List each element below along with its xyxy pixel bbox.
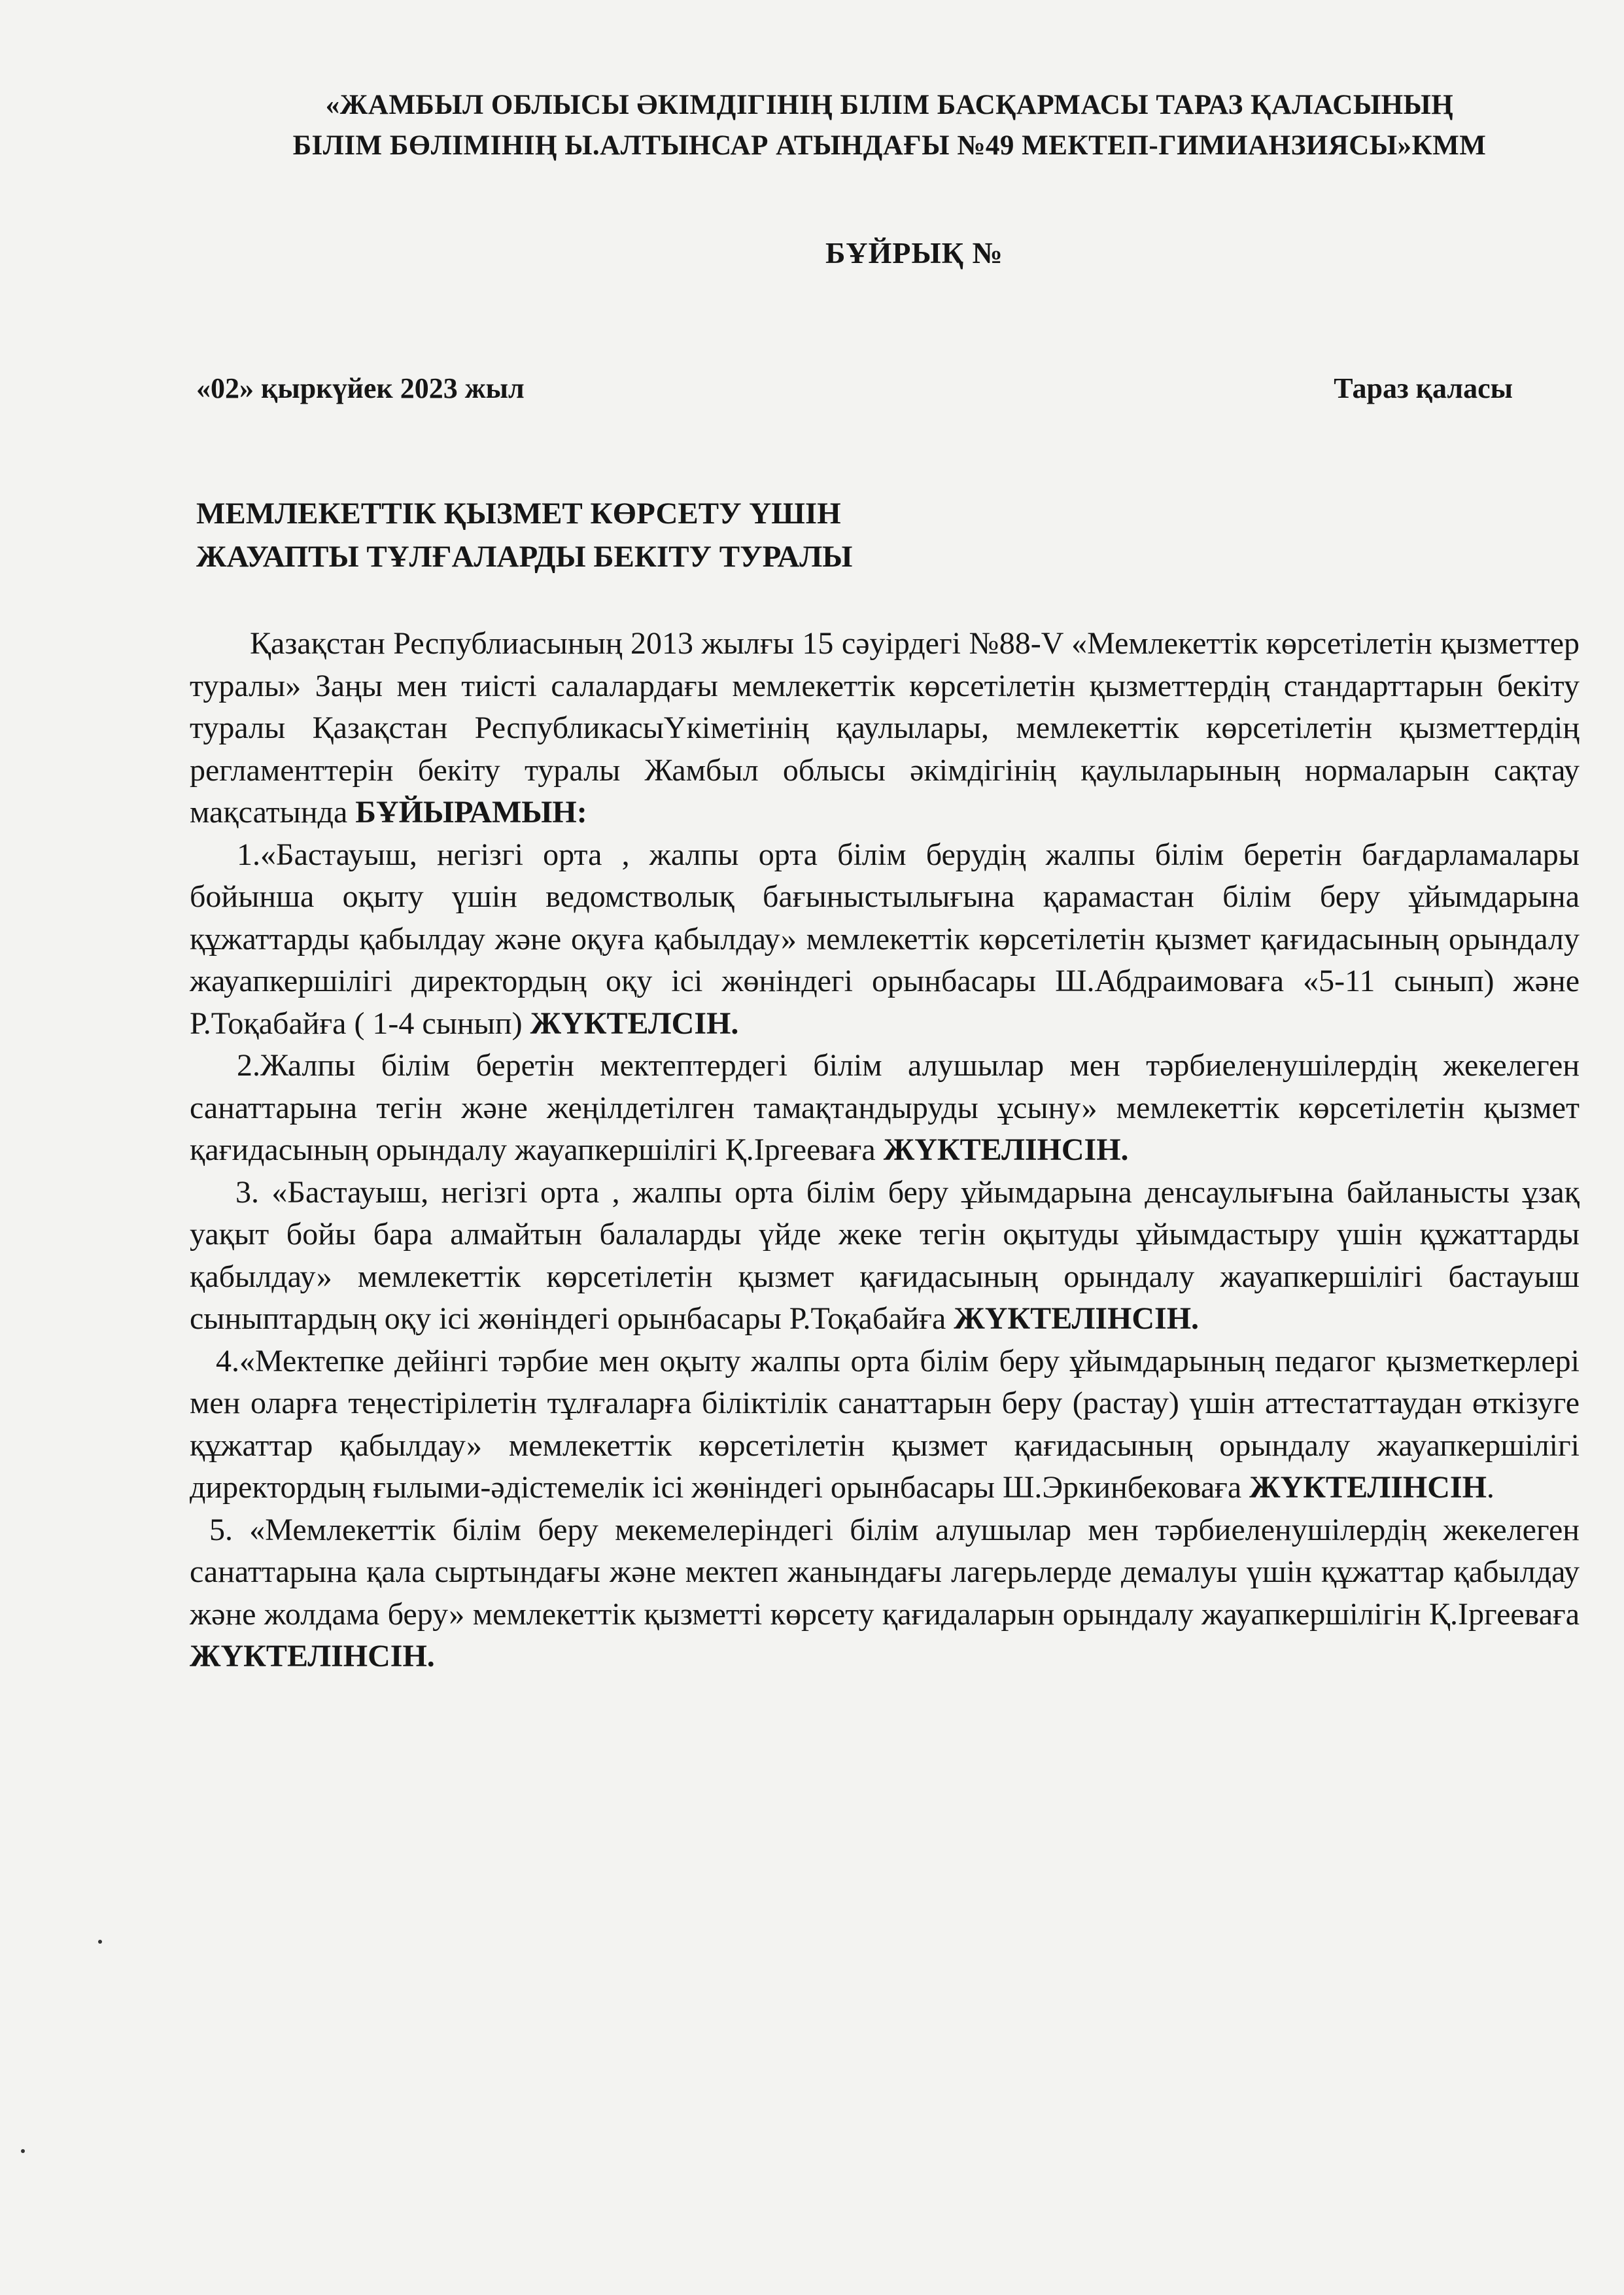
intro-command: БҰЙЫРАМЫН: bbox=[355, 795, 587, 830]
order-item-1 bbox=[190, 834, 1580, 1045]
intro-paragraph bbox=[190, 623, 1580, 834]
scan-speck bbox=[98, 1940, 102, 1944]
order-item-2-command: ЖҮКТЕЛІНСІН. bbox=[883, 1132, 1129, 1167]
order-item-5 bbox=[190, 1509, 1580, 1678]
organization-header bbox=[190, 85, 1589, 166]
order-item-3-command: ЖҮКТЕЛІНСІН. bbox=[954, 1301, 1200, 1336]
document-title bbox=[196, 492, 852, 578]
order-item-1-command: ЖҮКТЕЛСІН. bbox=[530, 1006, 739, 1041]
order-city: Тараз қаласы bbox=[1334, 372, 1513, 404]
title-line-2: ЖАУАПТЫ ТҰЛҒАЛАРДЫ БЕКІТУ ТУРАЛЫ bbox=[196, 540, 853, 574]
order-item-4 bbox=[190, 1340, 1580, 1509]
order-item-5-text: 5. «Мемлекеттік білім беру мекемелеріндегі білім алушылар мен тәрбиеленушілердің жекелеген санаттарына қала сыртындағы және мектеп жанындағы лагерьлерде демалуы үшін құжаттар қабылдау және жолдама беру» мемлекеттік қызметті көрсету қағидаларын орындалу жауапкершілігін Қ.Іргееваға bbox=[190, 1512, 1580, 1632]
order-item-3 bbox=[190, 1172, 1580, 1340]
order-item-2 bbox=[190, 1045, 1580, 1172]
scan-speck bbox=[21, 2149, 25, 2153]
order-item-1-text: 1.«Бастауыш, негізгі орта , жалпы орта білім берудің жалпы білім беретін бағдарламалары бойынша оқыту үшін ведомстволық бағыныстылығына қарамастан білім беру ұйымдарына құжаттарды қабылдау және оқуға қабылдау» мемлекеттік көрсетілетін қызмет қағидасының орындалу жауапкершілігі директордың оқу ісі жөніндегі орынбасары Ш.Абдраимоваға «5-11 сынып) және Р.Тоқабайға ( 1-4 сынып) bbox=[190, 837, 1580, 1041]
order-number-label: БҰЙРЫҚ № bbox=[825, 236, 1003, 270]
order-date: «02» қыркүйек 2023 жыл bbox=[196, 372, 525, 404]
organization-line-1: «ЖАМБЫЛ ОБЛЫСЫ ӘКІМДІГІНІҢ БІЛІМ БАСҚАРМАСЫ ТАРАЗ ҚАЛАСЫНЫҢ bbox=[325, 90, 1454, 120]
order-item-4-text: 4.«Мектепке дейінгі тәрбие мен оқыту жалпы орта білім беру ұйымдарының педагог қызметкерлері мен оларға теңестірілетін тұлғаларға біліктілік санаттарын беру (растау) үшін аттестаттаудан өткізуге құжаттар қабылдау» мемлекеттік көрсетілетін қызмет қағидасының орындалу жауапкершілігі директордың ғылыми-әдістемелік ісі жөніндегі орынбасары Ш.Эркинбековаға bbox=[190, 1343, 1580, 1505]
order-item-5-command: ЖҮКТЕЛІНСІН. bbox=[190, 1639, 435, 1673]
intro-text: Қазақстан Республиасының 2013 жылғы 15 сәуірдегі №88-V «Мемлекеттік көрсетілетін қызметтер туралы» Заңы мен тиісті салалардағы мемлекеттік көрсетілетін қызметтердің стандарттарын бекіту туралы Қазақстан РеспубликасыҮкіметінің қаулылары, мемлекеттік көрсетілетін қызметтердің регламенттерін бекіту туралы Жамбыл облысы әкімдігінің қаулыларының нормаларын сақтау мақсатында bbox=[190, 626, 1580, 830]
title-line-1: МЕМЛЕКЕТТІК ҚЫЗМЕТ КӨРСЕТУ ҮШІН bbox=[196, 497, 841, 531]
order-item-4-tail: . bbox=[1486, 1470, 1494, 1505]
order-item-3-text: 3. «Бастауыш, негізгі орта , жалпы орта білім беру ұйымдарына денсаулығына байланысты ұзақ уақыт бойы бара алмайтын балаларды үйде жеке тегін оқытуды ұйымдастыру үшін құжаттарды қабылдау» мемлекеттік көрсетілетін қызмет қағидасының орындалу жауапкершілігі бастауыш сыныптардың оқу ісі жөніндегі орынбасары Р.Тоқабайға bbox=[190, 1174, 1580, 1336]
document-body bbox=[190, 623, 1580, 1678]
order-item-4-command: ЖҮКТЕЛІНСІН bbox=[1249, 1470, 1487, 1505]
order-item-2-text: 2.Жалпы білім беретін мектептердегі білім алушылар мен тәрбиеленушілердің жекелеген санаттарына тегін және жеңілдетілген тамақтандыруды ұсыну» мемлекеттік көрсетілетін қызмет қағидасының орындалу жауапкершілігі Қ.Іргееваға bbox=[190, 1048, 1580, 1167]
organization-line-2: БІЛІМ БӨЛІМІНІҢ Ы.АЛТЫНСАР АТЫНДАҒЫ №49 МЕКТЕП-ГИМИАНЗИЯСЫ»КММ bbox=[292, 130, 1487, 161]
